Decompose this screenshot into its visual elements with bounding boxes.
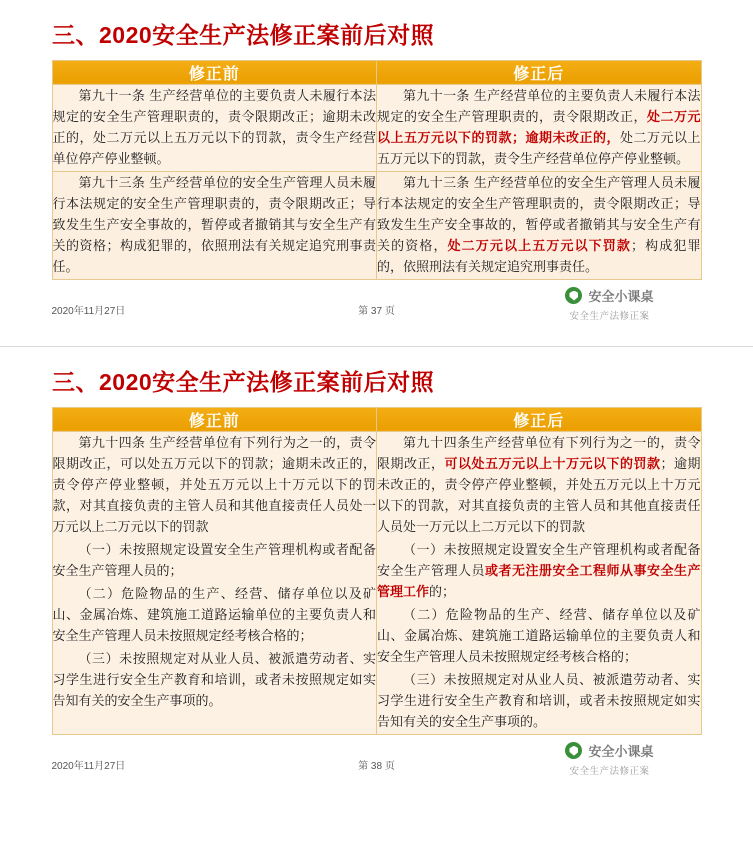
cell-after xyxy=(377,431,702,735)
text-run: 第九十四条生产经营单位有下列行为之一的，责令限期改正， xyxy=(377,434,701,471)
cell-before xyxy=(52,171,377,279)
column-header-before: 修正前 xyxy=(52,60,377,84)
comparison-table xyxy=(52,60,702,280)
watermark-row xyxy=(520,741,700,760)
comparison-table xyxy=(52,407,702,736)
paragraph xyxy=(377,172,701,277)
text-run: （一）未按照规定设置安全生产管理机构或者配备安全生产管理人员 xyxy=(377,541,701,578)
text-run-highlight: 可以处五万元以上十万元以下的罚款 xyxy=(444,455,661,471)
paragraph: 第九十一条 生产经营单位的主要负责人未履行本法规定的安全生产管理职责的，责令限期改正；逾期未改正的，处二万元以上五万元以下的罚款，责令生产经营单位停产停业整顿。 xyxy=(52,87,376,166)
cell-after xyxy=(377,171,702,279)
page-title: 三、2020安全生产法修正案前后对照 xyxy=(52,22,435,48)
paragraph: 第九十四条 生产经营单位有下列行为之一的，责令限期改正，可以处五万元以下的罚款；逾期未改正的，责令停产停业整顿，并处五万元以上十万元以下的罚款，对其直接负责的主管人员和其他直接责任人员处一万元以上二万元以下的罚款 xyxy=(52,434,376,534)
footer-page-number: 第 38 页 xyxy=(358,761,395,773)
watermark xyxy=(520,286,700,322)
shield-icon xyxy=(565,742,582,759)
table-row xyxy=(52,431,701,735)
column-header-after: 修正后 xyxy=(377,60,702,84)
column-header-before: 修正前 xyxy=(52,407,377,431)
paragraph xyxy=(377,85,701,169)
table-row xyxy=(52,171,701,279)
slide-footer xyxy=(52,280,702,336)
footer-page-number: 第 37 页 xyxy=(358,306,395,318)
watermark-subtitle: 安全生产法修正案 xyxy=(569,766,650,778)
cell-before xyxy=(52,84,377,171)
cell-before xyxy=(52,431,377,735)
paragraph xyxy=(377,432,701,537)
text-run: （三）未按照规定对从业人员、被派遣劳动者、实习学生进行安全生产教育和培训，或者未按照规定如实告知有关的安全生产事项的。 xyxy=(377,672,701,730)
slide-footer xyxy=(52,735,702,791)
table-header-row xyxy=(52,407,701,431)
text-run: 的； xyxy=(429,583,456,599)
footer-date: 2020年11月27日 xyxy=(51,306,126,318)
text-run: ；构成犯罪的，依照刑法有关规定追究刑事责任。 xyxy=(377,237,701,274)
paragraph: 第九十三条 生产经营单位的安全生产管理人员未履行本法规定的安全生产管理职责的，责令限期改正；导致发生生产安全事故的，暂停或者撤销其与安全生产有关的资格；构成犯罪的，依照刑法有关规定追究刑事责任。 xyxy=(52,174,376,274)
paragraph: （二）危险物品的生产、经营、储存单位以及矿山、金属冶炼、建筑施工道路运输单位的主要负责人和安全生产管理人员未按照规定经考核合格的； xyxy=(52,585,376,644)
column-header-after: 修正后 xyxy=(377,407,702,431)
table-header-row xyxy=(52,60,701,84)
paragraph xyxy=(377,604,701,667)
footer-date: 2020年11月27日 xyxy=(51,761,126,773)
paragraph: （一）未按照规定设置安全生产管理机构或者配备安全生产管理人员的； xyxy=(52,541,376,578)
slide-37 xyxy=(0,0,753,346)
watermark-subtitle: 安全生产法修正案 xyxy=(569,311,650,323)
text-run: 第九十三条 生产经营单位的安全生产管理人员未履行本法规定的安全生产管理职责的，责令限期改正；导致发生生产安全事故的，暂停或者撤销其与安全生产有关的资格， xyxy=(377,174,701,253)
cell-after xyxy=(377,84,702,171)
watermark-row xyxy=(520,286,700,305)
slide-38 xyxy=(0,346,753,801)
shield-icon xyxy=(565,287,582,304)
text-run-highlight: 或者无注册安全工程师从事安全生产管理工作 xyxy=(377,562,701,599)
paragraph: （三）未按照规定对从业人员、被派遣劳动者、实习学生进行安全生产教育和培训，或者未按照规定如实告知有关的安全生产事项的。 xyxy=(52,651,376,709)
watermark-name: 安全小课桌 xyxy=(588,289,654,305)
text-run: 处二万元以上五万元以下的罚款，责令生产经营单位停产停业整顿。 xyxy=(377,129,701,166)
paragraph xyxy=(377,539,701,602)
text-run: 第九十一条 生产经营单位的主要负责人未履行本法规定的安全生产管理职责的，责令限期改正， xyxy=(377,87,701,124)
watermark-name: 安全小课桌 xyxy=(588,744,654,760)
page-title: 三、2020安全生产法修正案前后对照 xyxy=(52,369,435,396)
paragraph xyxy=(377,669,701,732)
text-run-highlight: 处二万元以上五万元以下的罚款；逾期未改正的， xyxy=(377,108,701,145)
watermark xyxy=(520,741,700,777)
table-row xyxy=(52,84,701,171)
text-run-highlight: 处二万元以上五万元以下罚款 xyxy=(447,237,632,253)
text-run: （二）危险物品的生产、经营、储存单位以及矿山、金属冶炼、建筑施工道路运输单位的主要负责人和安全生产管理人员未按照规定经考核合格的； xyxy=(377,606,701,665)
text-run: ；逾期未改正的，责令停产停业整顿，并处五万元以上十万元以下的罚款，对其直接负责的主管人员和其他直接责任人员处一万元以上二万元以下的罚款 xyxy=(377,455,701,534)
